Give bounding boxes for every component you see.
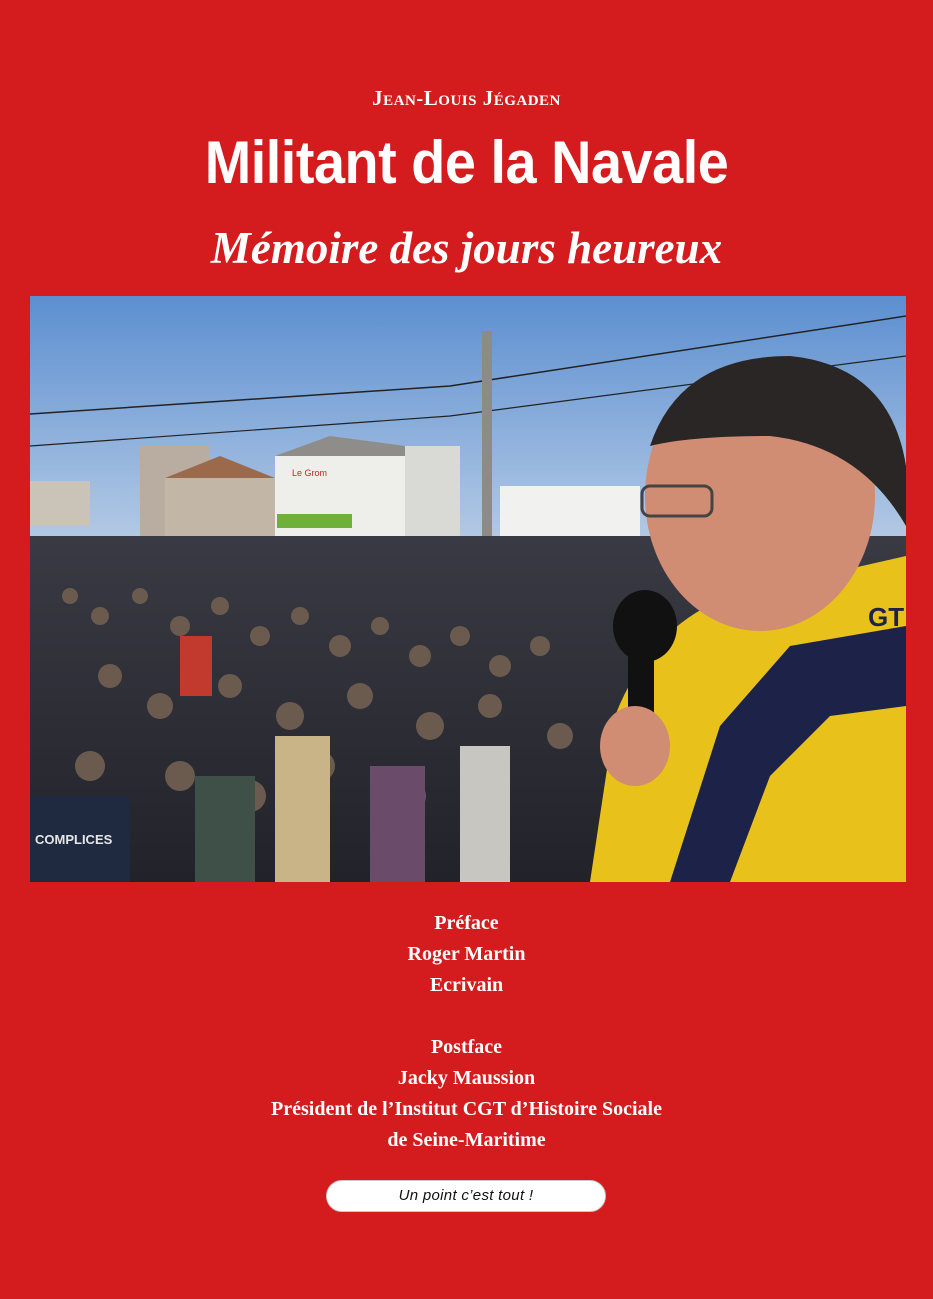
preface-role: Ecrivain bbox=[429, 974, 504, 996]
book-subtitle: Mémoire des jours heureux bbox=[210, 223, 723, 273]
cover-photo bbox=[30, 296, 906, 882]
speaker-jacket-lettering: GT bbox=[868, 602, 905, 632]
postface-role-line-2: de Seine-Maritime bbox=[387, 1129, 546, 1151]
preface-label: Préface bbox=[434, 912, 499, 934]
publisher-logo: Un point c’est tout ! bbox=[326, 1180, 606, 1212]
postface-name: Jacky Maussion bbox=[397, 1067, 536, 1089]
jacket-lettering: COMPLICES bbox=[35, 832, 113, 847]
rally-photo-illustration bbox=[30, 296, 906, 882]
credits-block bbox=[0, 908, 933, 1156]
shop-sign: Le Grom bbox=[292, 468, 328, 478]
credits-gap bbox=[0, 1001, 933, 1032]
author-name: Jean-Louis Jégaden bbox=[372, 86, 561, 110]
postface-label: Postface bbox=[430, 1036, 503, 1058]
book-title: Militant de la Navale bbox=[204, 129, 729, 196]
preface-name: Roger Martin bbox=[407, 943, 526, 965]
postface-role-line-1: Président de l’Institut CGT d’Histoire Sociale bbox=[271, 1098, 662, 1120]
